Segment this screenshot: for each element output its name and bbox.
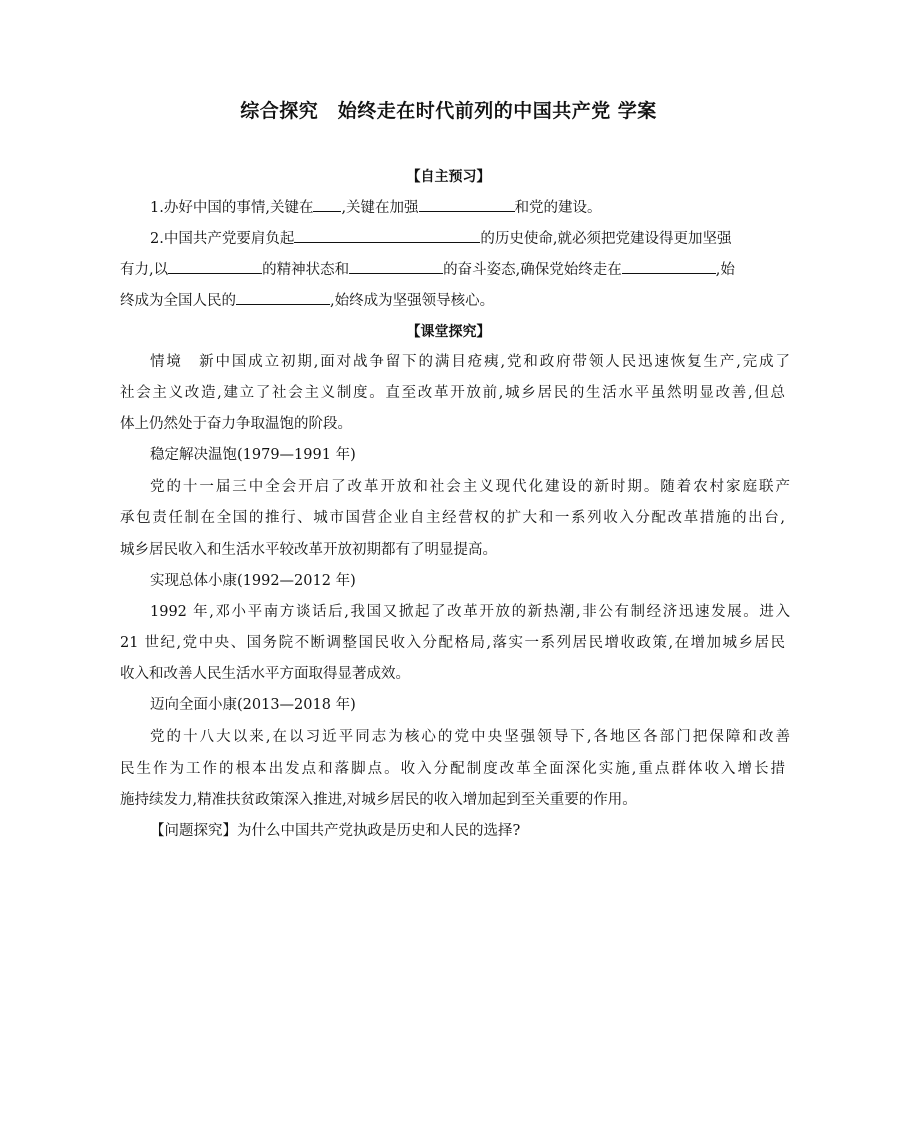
q1-text-b: ,关键在加强 (341, 200, 419, 216)
q1-text-a: 1.办好中国的事情,关键在 (150, 200, 314, 216)
stage-1-line: 城乡居民收入和生活水平较改革开放初期都有了明显提高。 (120, 542, 497, 558)
context-line: 体上仍然处于奋力争取温饱的阶段。 (120, 416, 352, 432)
stage-1-line: 承包责任制在全国的推行、城市国营企业自主经营权的扩大和一系列收入分配改革措施的出台, (120, 510, 785, 526)
preview-question-2-line-2 (120, 259, 785, 280)
q2-blank-3 (349, 259, 443, 274)
stage-3-line: 党的十八大以来,在以习近平同志为核心的党中央坚强领导下,各地区各部门把保障和改善 (150, 729, 790, 745)
preview-heading: 【自主预习】 (406, 169, 491, 185)
q2-text-l2b: 的精神状态和 (262, 262, 350, 278)
q2-blank-4 (622, 259, 716, 274)
stage-1-title: 稳定解决温饱(1979—1991 年) (150, 447, 356, 463)
preview-question-2-line-3 (120, 290, 785, 311)
classroom-heading: 【课堂探究】 (406, 324, 491, 340)
stage-2-line: 收入和改善人民生活水平方面取得显著成效。 (120, 666, 410, 682)
stage-2-line: 21 世纪,党中央、国务院不断调整国民收入分配格局,落实一系列居民增收政策,在增加城乡居民 (120, 635, 785, 651)
stage-2-line: 1992 年,邓小平南方谈话后,我国又掀起了改革开放的新热潮,非公有制经济迅速发展。进入 (150, 604, 790, 620)
stage-3-line: 施持续发力,精准扶贫政策深入推进,对城乡居民的收入增加起到至关重要的作用。 (120, 792, 637, 808)
inquiry-question: 【问题探究】为什么中国共产党执政是历史和人民的选择? (150, 823, 521, 839)
q2-text-l2d: ,始 (715, 262, 735, 278)
stage-3-title: 迈向全面小康(2013—2018 年) (150, 697, 356, 713)
context-line: 社会主义改造,建立了社会主义制度。直至改革开放前,城乡居民的生活水平虽然明显改善,但总 (120, 385, 785, 401)
q1-blank-1 (313, 197, 341, 212)
q1-text-c: 和党的建设。 (514, 200, 602, 216)
q2-text-l1a: 2.中国共产党要肩负起 (150, 231, 295, 247)
q2-text-l2c: 的奋斗姿态,确保党始终走在 (443, 262, 622, 278)
page-title: 综合探究 始终走在时代前列的中国共产党 学案 (240, 100, 657, 122)
q1-blank-2 (419, 197, 515, 212)
q2-text-l3a: 终成为全国人民的 (120, 293, 236, 309)
q2-text-l2a: 有力,以 (120, 262, 169, 278)
q2-blank-5 (236, 290, 330, 305)
q2-text-l1b: 的历史使命,就必须把党建设得更加坚强 (480, 231, 732, 247)
stage-1-line: 党的十一届三中全会开启了改革开放和社会主义现代化建设的新时期。随着农村家庭联产 (150, 479, 790, 495)
preview-question-1 (150, 197, 790, 218)
stage-2-title: 实现总体小康(1992—2012 年) (150, 573, 356, 589)
context-line: 情境 新中国成立初期,面对战争留下的满目疮痍,党和政府带领人民迅速恢复生产,完成了 (150, 354, 790, 370)
stage-3-line: 民生作为工作的根本出发点和落脚点。收入分配制度改革全面深化实施,重点群体收入增长措 (120, 761, 785, 777)
q2-text-l3b: ,始终成为坚强领导核心。 (330, 293, 495, 309)
preview-question-2-line-1 (150, 228, 790, 249)
q2-blank-2 (168, 259, 262, 274)
q2-blank-1 (294, 228, 480, 243)
